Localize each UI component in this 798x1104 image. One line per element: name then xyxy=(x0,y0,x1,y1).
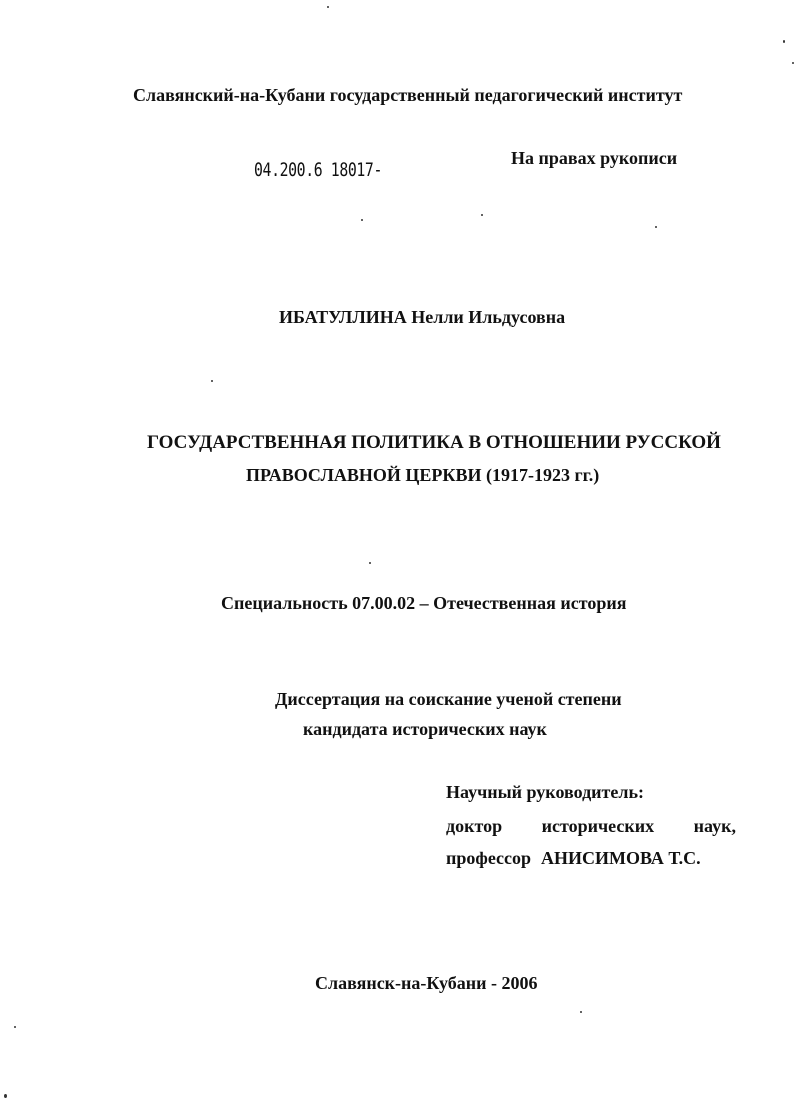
scan-speck xyxy=(327,6,329,8)
degree-line-1: Диссертация на соискание ученой степени xyxy=(275,689,622,709)
advisor-label: Научный руководитель: xyxy=(446,782,644,802)
advisor-degree-word-2: исторических xyxy=(541,816,655,836)
scan-speck xyxy=(481,214,483,216)
registration-stamp: 04.200.6 18017- xyxy=(254,159,382,181)
scan-speck xyxy=(369,562,371,564)
advisor-degree-word-1: доктор xyxy=(446,816,503,836)
scan-speck xyxy=(783,40,785,43)
advisor-degree-word-3: наук, xyxy=(693,816,736,836)
scan-speck xyxy=(655,226,657,228)
author-name: ИБАТУЛЛИНА Нелли Ильдусовна xyxy=(279,307,566,327)
institute-name: Славянский-на-Кубани государственный педагогический институт xyxy=(133,85,683,105)
specialty-line: Специальность 07.00.02 – Отечественная история xyxy=(221,593,627,613)
advisor-name-line xyxy=(446,849,701,867)
dissertation-title-line-1: ГОСУДАРСТВЕННАЯ ПОЛИТИКА В ОТНОШЕНИИ РУССКОЙ xyxy=(147,432,721,453)
scan-speck xyxy=(792,62,794,64)
advisor-name: АНИСИМОВА Т.С. xyxy=(541,848,701,868)
advisor-title: профессор xyxy=(446,848,532,868)
scan-speck xyxy=(4,1094,7,1098)
scan-speck xyxy=(211,380,213,382)
scan-speck xyxy=(580,1011,582,1013)
degree-line-2: кандидата исторических наук xyxy=(303,719,547,739)
city-year: Славянск-на-Кубани - 2006 xyxy=(315,973,538,993)
scan-speck xyxy=(361,219,363,221)
scan-speck xyxy=(14,1026,16,1028)
dissertation-title-line-2: ПРАВОСЛАВНОЙ ЦЕРКВИ (1917-1923 гг.) xyxy=(246,465,600,485)
manuscript-rights-note: На правах рукописи xyxy=(511,148,678,168)
advisor-degree xyxy=(446,817,736,835)
